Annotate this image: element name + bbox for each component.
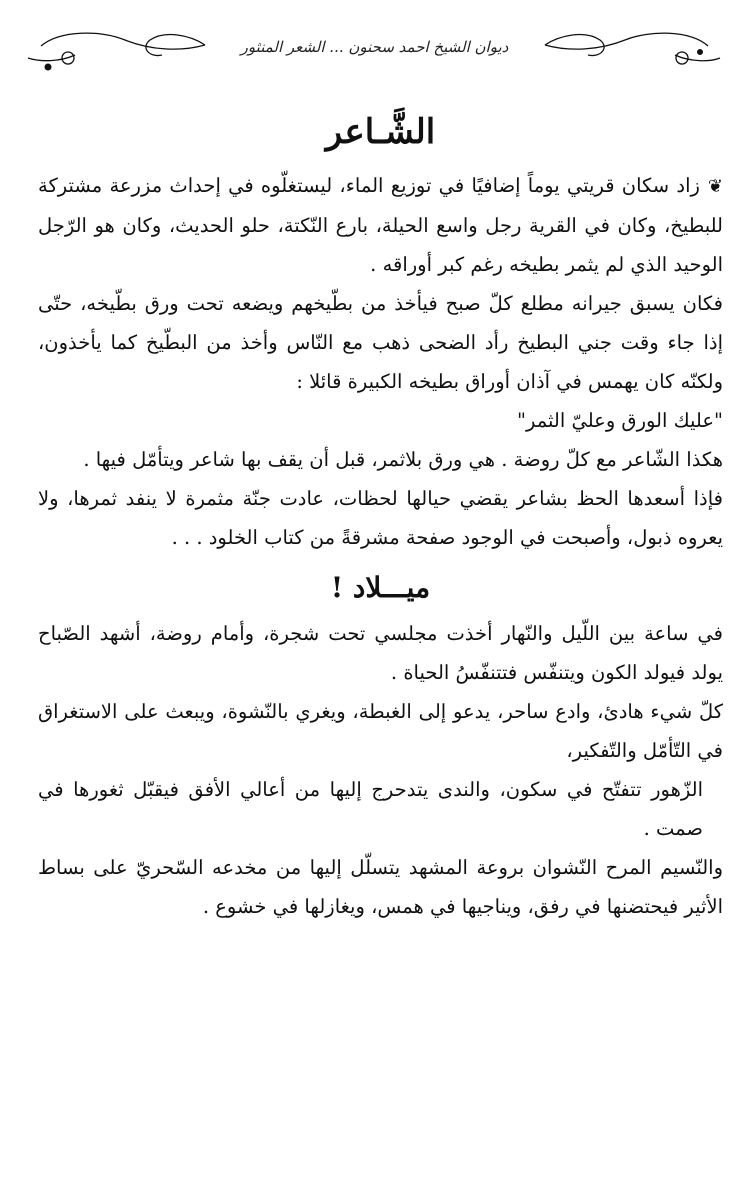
paragraph-3: هكذا الشّاعر مع كلّ روضة . هي ورق بلاثمر، قبل أن يقف بها شاعر ويتأمّل فيها . xyxy=(83,448,723,471)
section-title-birth: ميـــلاد ! xyxy=(330,571,431,604)
running-title: ديوان الشيخ احمد سحنون ... الشعر المنثور xyxy=(240,38,509,56)
paragraph-1 xyxy=(38,166,723,284)
paragraph-4: فإذا أسعدها الحظ بشاعر يقضي حيالها لحظات، عادت جنّة مثمرة لا ينفد ثمرها، ولا يعروه ذبول، وأصبحت في الوجود صفحة مشرقةً من كتاب الخلود . . . xyxy=(38,487,723,549)
section-title-poet: الشَّـاعر xyxy=(325,112,436,152)
paragraph-5: في ساعة بين اللّيل والنّهار أخذت مجلسي تحت شجرة، وأمام روضة، أشهد الصّباح يولد فيولد الكون ويتنفّس فتتنفّسُ الحياة . xyxy=(38,622,723,684)
paragraph-1-text: زاد سكان قريتي يوماً إضافيًا في توزيع الماء، ليستغلّوه في إحداث مزرعة مشتركة للبطيخ، وكان في القرية رجل واسع الحيلة، بارع النّكتة، حلو الحديث، وكان هو الرّجل الوحيد الذي لم يثمر بطيخه رغم كبر أوراقه . xyxy=(38,174,723,276)
left-dot-icon xyxy=(45,64,52,71)
page-body xyxy=(38,112,723,926)
paragraph-6: كلّ شيء هادئ، وادع ساحر، يدعو إلى الغبطة، ويغري بالنّشوة، ويبعث على الاستغراق في التّأمّل والتّفكير، xyxy=(38,700,723,762)
flower-icon: ❦ xyxy=(707,176,723,197)
page-header xyxy=(0,0,749,90)
paragraph-2: فكان يسبق جيرانه مطلع كلّ صبح فيأخذ من بطّيخهم ويضعه تحت ورق بطّيخه، حتّى إذا جاء وقت جني البطيخ رأد الضحى ذهب مع النّاس وأخذ من البطّيخ كما يأخذون، ولكنّه كان يهمس في آذان أوراق بطيخه الكبيرة قائلا : xyxy=(38,292,723,393)
quote-line: "عليك الورق وعليّ الثمر" xyxy=(517,409,723,432)
paragraph-7: الزّهور تتفتّح في سكون، والندى يتدحرج إليها من أعالي الأفق فيقبّل ثغورها في صمت . xyxy=(38,778,703,840)
paragraph-8: والنّسيم المرح النّشوان بروعة المشهد يتسلّل إليها من مخدعه السّحريّ على بساط الأثير فيحتضنها في رفق، ويناجيها في همس، ويغازلها في خشوع . xyxy=(38,856,723,918)
